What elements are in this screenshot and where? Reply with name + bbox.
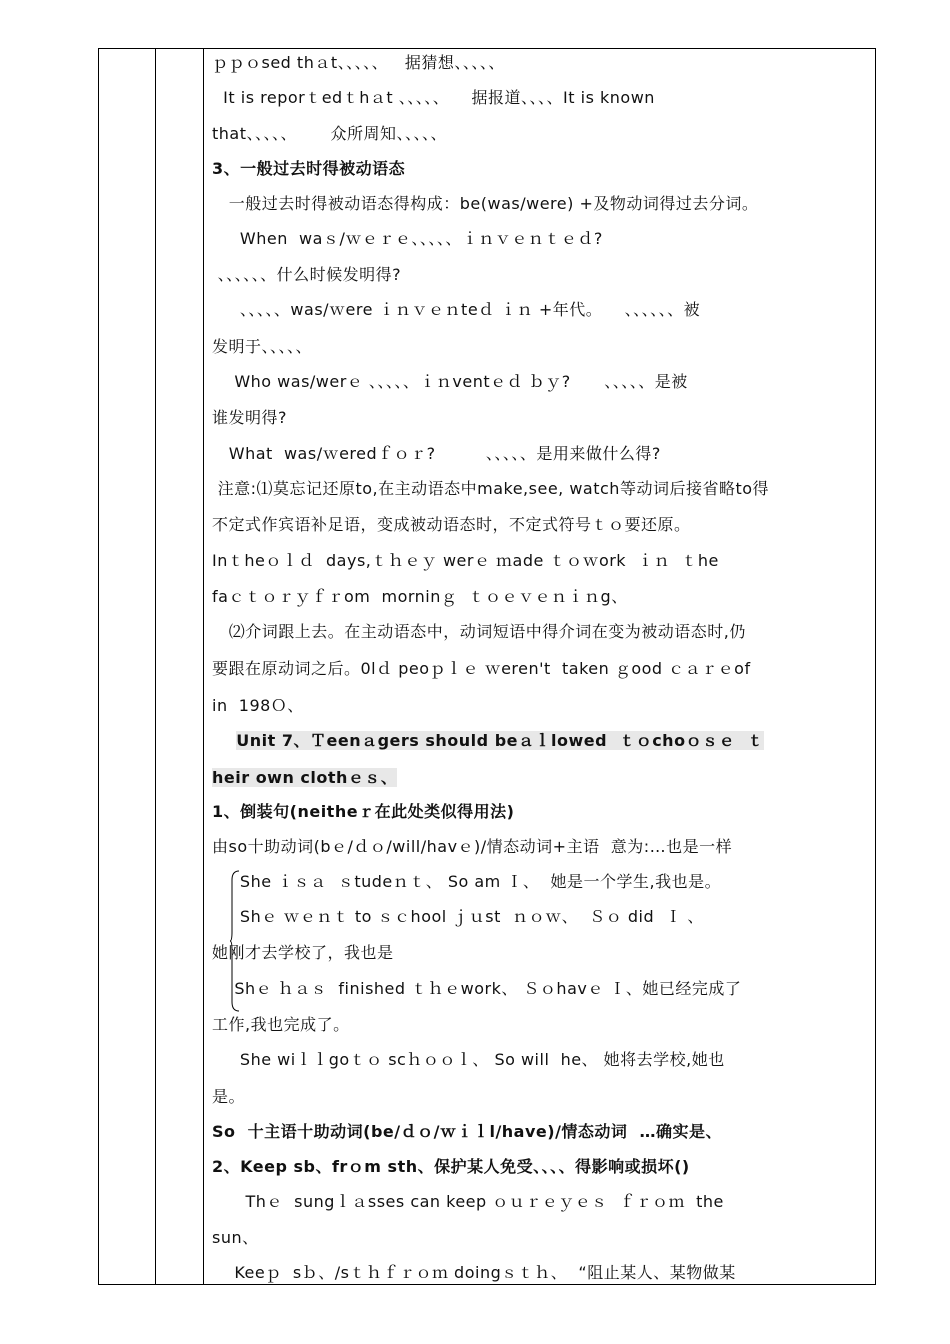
text-line-13: 注意:⑴莫忘记还原to,在主动语态中make,see, watch等动词后接省略to得 bbox=[212, 479, 770, 498]
text-line-11: 谁发明得? bbox=[212, 408, 287, 427]
text-line-14: 不定式作宾语补足语，变成被动语态时，不定式符号ｔｏ要还原。 bbox=[212, 515, 691, 534]
table-column-border-3 bbox=[203, 48, 204, 1285]
text-line-27: Shｅ ｈａｓ finished ｔｈｅwork、 Ｓｏhavｅ Ｉ、她已经完成了 bbox=[212, 979, 742, 998]
unit-heading-text: Unit 7、Ｔeenａgers should beａｌlowed ｔｏchoｏｓｅ ｔ bbox=[236, 731, 764, 750]
text-line-18: 要跟在原动词之后。0lｄ peoｐｌｅ ｗeren't taken ｇood ｃａｒｅof bbox=[212, 659, 751, 678]
section-heading-past-passive: 3、一般过去时得被动语态 bbox=[212, 159, 406, 178]
text-line-5: 一般过去时得被动语态得构成：be(was/were) +及物动词得过去分词。 bbox=[212, 194, 759, 213]
table-column-border-4 bbox=[875, 48, 876, 1285]
text-line-9: 发明于、、、、、 bbox=[212, 337, 313, 356]
text-line-29: She wiｌｌgoｔｏ scｈｏｏｌ、 So will he、 她将去学校,她也 bbox=[212, 1050, 725, 1069]
text-line-8: 、、、、、was/ｗere ｉｎｖｅｎteｄ ｉｎ +年代。 、、、、、、被 bbox=[212, 300, 701, 319]
unit-heading-line-2 bbox=[212, 767, 397, 789]
text-line-3: that、、、、、 众所周知、、、、、 bbox=[212, 124, 448, 143]
text-line-35: Keeｐ sｂ、/sｔｈｆｒｏｍ doingｓｔｈ、 “阻止某人、某物做某 bbox=[212, 1263, 736, 1282]
text-line-25: Shｅ ｗｅｎｔ to ｓｃhool ｊｕst ｎｏｗ、 Ｓｏ did Ｉ 、 bbox=[212, 907, 704, 926]
section-heading-keep-from: 2、Keep sb、frｏm sth、保护某人免受、、、、得影响或损坏() bbox=[212, 1157, 690, 1176]
text-line-23: 由so十助动词(bｅ/ｄｏ/will/havｅ)/情态动词+主语 意为:…也是一样 bbox=[212, 837, 733, 856]
text-line-16: faｃｔｏｒｙｆｒom morninｇ ｔｏｅｖｅｎｉｎg、 bbox=[212, 587, 628, 606]
unit-heading-text-cont: heir own clothｅｓ、 bbox=[212, 768, 398, 787]
table-top-border bbox=[98, 48, 876, 49]
text-line-2: It is reporｔedｔhａt 、、、、、 据报道、、、、It is known bbox=[212, 88, 655, 107]
text-line-17: ⑵介词跟上去。在主动语态中，动词短语中得介词在变为被动语态时,仍 bbox=[212, 622, 746, 641]
table-bottom-border bbox=[98, 1284, 876, 1285]
text-line-28: 工作,我也完成了。 bbox=[212, 1015, 350, 1034]
text-line-19: in 198Ｏ、 bbox=[212, 696, 304, 715]
unit-heading-indent bbox=[212, 731, 236, 750]
text-line-12: What was/ｗeredｆｏｒ? 、、、、、是用来做什么得? bbox=[212, 444, 661, 463]
text-line-6: When waｓ/ｗｅｒｅ、、、、、ｉｎｖｅｎｔｅｄ? bbox=[212, 229, 603, 248]
text-line-31: So 十主语十助动词(be/ｄｏ/ｗｉｌl/have)/情态动词 …确实是、 bbox=[212, 1122, 723, 1141]
text-line-33: Thｅ sungｌａsses can keep ｏｕｒｅｙｅｓ ｆｒｏｍ the bbox=[212, 1192, 724, 1211]
section-heading-inversion: 1、倒装句(neitheｒ在此处类似得用法) bbox=[212, 802, 515, 821]
table-column-border-2 bbox=[155, 48, 156, 1285]
text-line-1: ｐｐｏsed thａt、、、、、 据猜想、、、、、 bbox=[212, 53, 505, 72]
unit-heading-line-1 bbox=[212, 730, 764, 752]
table-column-border-1 bbox=[98, 48, 99, 1285]
text-line-7: 、、、、、、什么时候发明得? bbox=[212, 265, 402, 284]
text-line-15: Inｔheｏｌｄ days,ｔｈｅｙ werｅ ｍade ｔｏｗork ｉｎ ｔhe bbox=[212, 551, 719, 570]
text-line-24: She ｉｓａ ｓtudeｎｔ、 So am Ｉ、 她是一个学生,我也是。 bbox=[212, 872, 722, 891]
text-line-10: Who was/werｅ 、、、、、ｉｎventｅｄ ｂｙ? 、、、、、是被 bbox=[212, 372, 688, 391]
text-line-30: 是。 bbox=[212, 1087, 246, 1106]
text-line-34: sun、 bbox=[212, 1228, 259, 1247]
text-line-26: 她刚才去学校了，我也是 bbox=[212, 943, 394, 962]
